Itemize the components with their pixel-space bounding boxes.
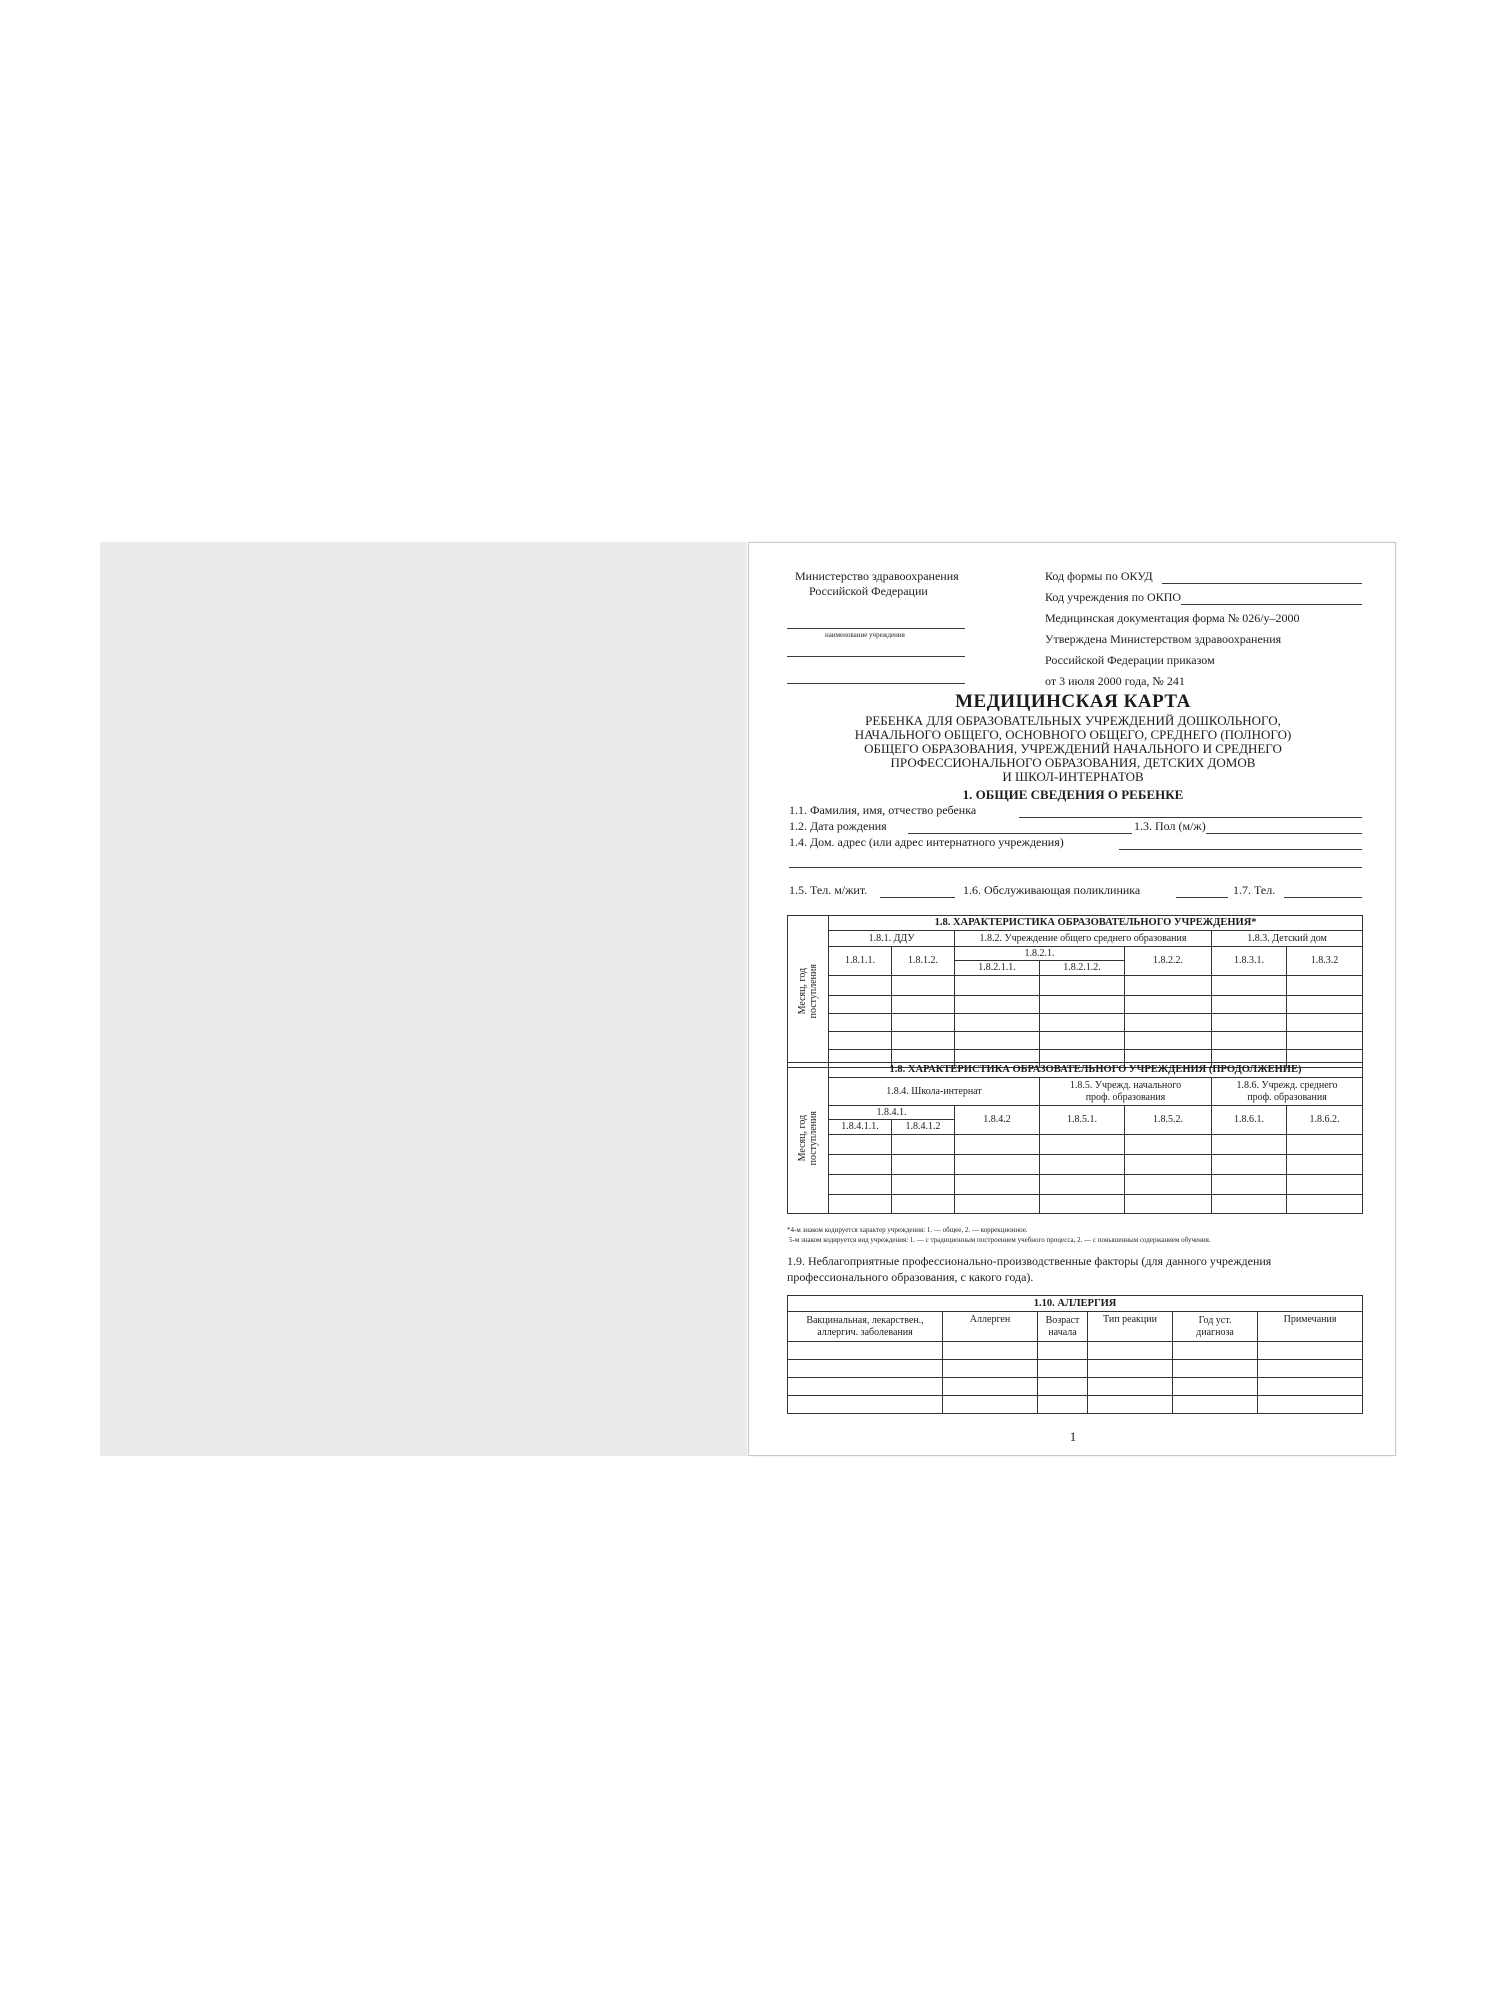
table-row <box>788 1396 1363 1414</box>
table-row <box>788 996 1363 1014</box>
col-1-8-4-1: 1.8.4.1. <box>829 1106 955 1120</box>
table-1-side-header <box>788 916 829 1068</box>
table-row <box>788 1014 1363 1032</box>
col-group-secondary-prof-line-1: 1.8.6. Учрежд. среднего <box>1236 1079 1338 1091</box>
field-1-1-label: 1.1. Фамилия, имя, отчество ребенка <box>789 803 977 817</box>
approved-line-2: Российской Федерации приказом <box>1045 653 1215 667</box>
col-onset-age <box>1038 1312 1088 1342</box>
table-2-title: 1.8. ХАРАКТЕРИСТИКА ОБРАЗОВАТЕЛЬНОГО УЧРЕЖДЕНИЯ (ПРОДОЛЖЕНИЕ) <box>829 1063 1363 1078</box>
col-1-8-1-1: 1.8.1.1. <box>829 947 892 976</box>
col-1-8-6-1: 1.8.6.1. <box>1212 1106 1287 1135</box>
form-page <box>748 542 1396 1456</box>
field-1-5-label: 1.5. Тел. м/жит. <box>789 883 868 897</box>
side-label-1: Месяц, год <box>797 968 808 1015</box>
col-diagnosis-year <box>1173 1312 1258 1342</box>
col-group-secondary-prof <box>1212 1078 1363 1106</box>
institution-line-3 <box>787 683 965 684</box>
table-row <box>788 1378 1363 1396</box>
col-reaction-type: Тип реакции <box>1088 1312 1173 1342</box>
okud-line <box>1162 583 1362 584</box>
institution-line <box>787 628 965 629</box>
field-1-2-label: 1.2. Дата рождения <box>789 819 887 833</box>
subtitle-line-4: ПРОФЕССИОНАЛЬНОГО ОБРАЗОВАНИЯ, ДЕТСКИХ ДОМОВ <box>890 755 1256 770</box>
col-notes: Примечания <box>1258 1312 1363 1342</box>
table-allergy <box>787 1295 1363 1414</box>
footnote-2: 5-м знаком кодируется вид учреждения: 1. — с традиционным построением учебного процесса, 2. — с повышенным содержанием обучения. <box>789 1236 1211 1244</box>
section-1-title: 1. ОБЩИЕ СВЕДЕНИЯ О РЕБЕНКЕ <box>962 787 1184 802</box>
col-group-primary-prof-line-1: 1.8.5. Учрежд. начального <box>1069 1079 1182 1091</box>
col-1-8-2-2: 1.8.2.2. <box>1125 947 1212 976</box>
table-row <box>788 1360 1363 1378</box>
side-label-1: Месяц, год <box>797 1114 808 1162</box>
col-group-primary-prof <box>1040 1078 1212 1106</box>
col-diagnosis-year-line-1: Год уст. <box>1198 1314 1232 1326</box>
col-1-8-4-1-2: 1.8.4.1.2 <box>892 1120 955 1135</box>
col-1-8-5-2: 1.8.5.2. <box>1125 1106 1212 1135</box>
institution-line-2 <box>787 656 965 657</box>
field-1-3-line[interactable] <box>1206 833 1362 834</box>
left-page-blank <box>100 542 747 1456</box>
table-row <box>788 1032 1363 1050</box>
col-allergen: Аллерген <box>943 1312 1038 1342</box>
table-1-8 <box>787 915 1363 1068</box>
table-2-side-header <box>788 1063 829 1214</box>
col-group-school: 1.8.2. Учреждение общего среднего образования <box>955 931 1212 947</box>
form-number: Медицинская документация форма № 026/у–2000 <box>1045 611 1300 625</box>
subtitle-line-5: И ШКОЛ-ИНТЕРНАТОВ <box>1002 769 1144 784</box>
col-group-secondary-prof-line-2: проф. образования <box>1247 1091 1327 1103</box>
field-1-5-line[interactable] <box>880 897 955 898</box>
field-1-4-line[interactable] <box>1119 849 1362 850</box>
field-1-4-label: 1.4. Дом. адрес (или адрес интернатного учреждения) <box>789 835 1064 849</box>
col-vaccinal-diseases <box>788 1312 943 1342</box>
table-row <box>788 1195 1363 1214</box>
col-vaccinal-diseases-line-1: Вакцинальная, лекарствен., <box>806 1314 924 1326</box>
field-1-1-line[interactable] <box>1019 817 1362 818</box>
document-title: МЕДИЦИНСКАЯ КАРТА <box>955 691 1191 712</box>
col-1-8-3-2: 1.8.3.2 <box>1287 947 1363 976</box>
okpo-label: Код учреждения по ОКПО <box>1045 590 1182 604</box>
col-onset-age-line-1: Возраст <box>1045 1314 1080 1326</box>
table-1-8-continued <box>787 1062 1363 1214</box>
table-row <box>788 1342 1363 1360</box>
subtitle-line-1: РЕБЕНКА ДЛЯ ОБРАЗОВАТЕЛЬНЫХ УЧРЕЖДЕНИЙ ДОШКОЛЬНОГО, <box>865 713 1281 728</box>
subtitle-line-2: НАЧАЛЬНОГО ОБЩЕГО, ОСНОВНОГО ОБЩЕГО, СРЕДНЕГО (ПОЛНОГО) <box>854 727 1292 742</box>
col-1-8-2-1-2: 1.8.2.1.2. <box>1040 961 1125 976</box>
col-1-8-4-2: 1.8.4.2 <box>955 1106 1040 1135</box>
field-1-4-line-2[interactable] <box>789 867 1362 868</box>
col-group-ddu: 1.8.1. ДДУ <box>829 931 955 947</box>
institution-caption: наименование учреждения <box>825 631 905 639</box>
col-1-8-4-1-1: 1.8.4.1.1. <box>829 1120 892 1135</box>
okpo-line <box>1181 604 1362 605</box>
table-row <box>788 1135 1363 1155</box>
field-1-6-line[interactable] <box>1176 897 1228 898</box>
page-number: 1 <box>1069 1429 1077 1444</box>
col-group-orphanage: 1.8.3. Детский дом <box>1212 931 1363 947</box>
ministry-line-1: Министерство здравоохранения <box>795 569 959 583</box>
col-1-8-5-1: 1.8.5.1. <box>1040 1106 1125 1135</box>
section-1-9-line-1: 1.9. Неблагоприятные профессионально-производственные факторы (для данного учреждения <box>787 1254 1272 1268</box>
field-1-3-label: 1.3. Пол (м/ж) <box>1134 819 1206 833</box>
field-1-6-label: 1.6. Обслуживающая поликлиника <box>963 883 1141 897</box>
field-1-7-label: 1.7. Тел. <box>1233 883 1276 897</box>
col-vaccinal-diseases-line-2: аллергич. заболевания <box>817 1326 913 1338</box>
col-1-8-6-2: 1.8.6.2. <box>1287 1106 1363 1135</box>
approved-line-1: Утверждена Министерством здравоохранения <box>1045 632 1282 646</box>
table-row <box>788 1175 1363 1195</box>
approved-line-3: от 3 июля 2000 года, № 241 <box>1045 674 1185 688</box>
col-onset-age-line-2: начала <box>1048 1326 1077 1338</box>
subtitle-line-3: ОБЩЕГО ОБРАЗОВАНИЯ, УЧРЕЖДЕНИЙ НАЧАЛЬНОГО И СРЕДНЕГО <box>864 741 1282 756</box>
table-1-title: 1.8. ХАРАКТЕРИСТИКА ОБРАЗОВАТЕЛЬНОГО УЧРЕЖДЕНИЯ* <box>829 916 1363 931</box>
table-row <box>788 1155 1363 1175</box>
field-1-7-line[interactable] <box>1284 897 1362 898</box>
col-1-8-3-1: 1.8.3.1. <box>1212 947 1287 976</box>
col-1-8-2-1: 1.8.2.1. <box>955 947 1125 961</box>
ministry-line-2: Российской Федерации <box>809 584 928 598</box>
field-1-2-line[interactable] <box>908 833 1132 834</box>
col-diagnosis-year-line-2: диагноза <box>1196 1326 1234 1338</box>
col-group-boarding-school: 1.8.4. Школа-интернат <box>829 1078 1040 1106</box>
side-label-2: поступления <box>808 964 819 1019</box>
table-row <box>788 976 1363 996</box>
okud-label: Код формы по ОКУД <box>1045 569 1153 583</box>
side-label-2: поступления <box>808 1110 819 1166</box>
col-1-8-1-2: 1.8.1.2. <box>892 947 955 976</box>
allergy-title: 1.10. АЛЛЕРГИЯ <box>788 1296 1363 1312</box>
col-group-primary-prof-line-2: проф. образования <box>1085 1091 1166 1103</box>
footnote-1: *4-м знаком кодируется характер учреждения: 1. — общее, 2. — коррекционное. <box>787 1226 1028 1234</box>
section-1-9-line-2: профессионального образования, с какого года). <box>787 1270 1034 1284</box>
col-1-8-2-1-1: 1.8.2.1.1. <box>955 961 1040 976</box>
